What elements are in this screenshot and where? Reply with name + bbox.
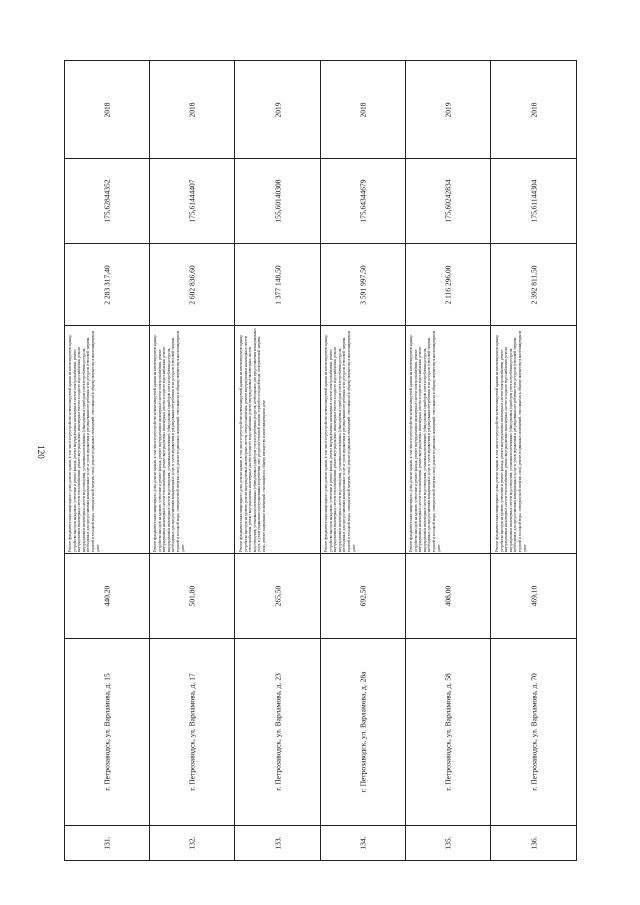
year-cell xyxy=(406,61,491,159)
row-number-value: 132. xyxy=(187,836,197,850)
cost-value: 1 377 148,50 xyxy=(273,264,282,305)
number-cell xyxy=(65,826,150,861)
year-value: 2019 xyxy=(443,102,453,117)
address-value: г. Петрозаводск, ул. Варламова, д. 28а xyxy=(358,671,368,793)
address-cell xyxy=(406,639,491,826)
number-cell xyxy=(406,826,491,861)
cost-cell xyxy=(65,244,150,326)
row-works xyxy=(65,326,577,554)
row-number-value: 136. xyxy=(529,836,538,850)
price-cell xyxy=(321,159,406,244)
price-value: 155,60140308 xyxy=(273,179,282,223)
works-cell xyxy=(65,326,150,554)
row-number-value: 135. xyxy=(443,836,453,850)
year-cell xyxy=(235,61,321,159)
address-cell xyxy=(65,639,150,826)
row-number-value: 134. xyxy=(358,836,368,850)
cost-cell xyxy=(150,244,235,326)
year-value: 2018 xyxy=(529,102,538,117)
price-cell xyxy=(406,159,491,244)
price-cell xyxy=(491,159,577,244)
address-value: г. Петрозаводск, ул. Варламова, д. 15 xyxy=(102,673,112,791)
cost-value: 2 283 317,40 xyxy=(102,264,112,305)
address-value: г. Петрозаводск, ул. Варламова, д. 17 xyxy=(187,673,197,791)
address-cell xyxy=(321,639,406,826)
area-value: 265,50 xyxy=(273,585,282,607)
number-cell xyxy=(150,826,235,861)
works-text: Ремонт фундамента многоквартирного дома, ремонт крыши, в том числе переустройство невентилируемой крыши на вентилируемую крышу, устройство выходов на кровлю, утепление и ремонт фасада, ремонт внутридомовых инженерных систем электроснабжения, ремонт внутридомовых инженерных систем теплоснабжения, ремонт внутридомовых инженерных систем холодного водоснабжения, ремонт внутридомовых инженерных систем водоотведения, установка коллективных (общедомовых) приборов учета потребления ресурсов, необходимых для предоставления коммунальных услуг, и узлов управления и регулирования потребления этих ресурсов (тепловой энергии, горячей и холодной воды, электрической энергии, газа), ремонт подвальных помещений, относящихся к общему имуществу в многоквартирном доме xyxy=(409,330,441,552)
cost-cell xyxy=(491,244,577,326)
area-cell xyxy=(491,554,577,639)
area-value: 692,50 xyxy=(358,585,368,607)
area-cell xyxy=(321,554,406,639)
price-cell xyxy=(150,159,235,244)
capital-repair-table xyxy=(64,60,577,861)
address-value: г. Петрозаводск, ул. Варламова, д. 58 xyxy=(443,673,453,791)
address-cell xyxy=(150,639,235,826)
price-value: 175,60242834 xyxy=(443,179,453,223)
area-value: 440,20 xyxy=(102,585,112,607)
works-text: Ремонт фундамента многоквартирного дома, ремонт крыши, в том числе переустройство невентилируемой крыши на вентилируемую крышу, устройство выходов на кровлю, утепление и ремонт фасада, ремонт внутридомовых инженерных систем электроснабжения, ремонт внутридомовых инженерных систем теплоснабжения, ремонт внутридомовых инженерных систем холодного водоснабжения, ремонт внутридомовых инженерных систем водоотведения, установка коллективных (общедомовых) приборов учета потребления ресурсов, необходимых для предоставления коммунальных услуг, и узлов управления и регулирования потребления этих ресурсов (тепловой энергии, горячей и холодной воды, электрической энергии, газа), ремонт подвальных помещений, относящихся к общему имуществу в многоквартирном доме xyxy=(68,330,100,552)
row-cost xyxy=(65,244,577,326)
address-cell xyxy=(235,639,321,826)
area-cell xyxy=(235,554,321,639)
number-cell xyxy=(491,826,577,861)
number-cell xyxy=(321,826,406,861)
address-cell xyxy=(491,639,577,826)
row-number-value: 133. xyxy=(273,836,282,850)
price-cell xyxy=(65,159,150,244)
works-cell xyxy=(491,326,577,554)
cost-value: 2 116 296,00 xyxy=(443,264,453,305)
works-cell xyxy=(235,326,321,554)
works-cell xyxy=(406,326,491,554)
area-value: 469,10 xyxy=(529,585,538,607)
year-cell xyxy=(150,61,235,159)
works-text: Ремонт фундамента многоквартирного дома, ремонт крыши, в том числе переустройство невентилируемой крыши на вентилируемую крышу, устройство выходов на кровлю, утепление и ремонт фасада, ремонт внутридомовых инженерных систем электроснабжения, ремонт внутридомовых инженерных систем теплоснабжения, ремонт внутридомовых инженерных систем холодного водоснабжения, ремонт внутридомовых инженерных систем водоотведения, установка коллективных (общедомовых) приборов учета потребления ресурсов, необходимых для предоставления коммунальных услуг, и узлов управления и регулирования потребления этих ресурсов (тепловой энергии, горячей и холодной воды, электрической энергии, газа), ремонт подвальных помещений, относящихся к общему имуществу в многоквартирном доме xyxy=(324,330,356,552)
price-cell xyxy=(235,159,321,244)
year-value: 2018 xyxy=(102,102,112,117)
works-cell xyxy=(150,326,235,554)
area-cell xyxy=(65,554,150,639)
area-value: 408,00 xyxy=(443,585,453,607)
row-year xyxy=(65,61,577,159)
address-value: г. Петрозаводск, ул. Варламова, д. 70 xyxy=(529,673,538,791)
year-cell xyxy=(321,61,406,159)
row-address xyxy=(65,639,577,826)
cost-value: 3 591 997,50 xyxy=(358,264,368,305)
works-cell xyxy=(321,326,406,554)
price-value: 175,62844352 xyxy=(102,179,112,223)
works-text: Ремонт фундамента многоквартирного дома, ремонт крыши, в том числе переустройство невентилируемой крыши на вентилируемую крышу, устройство выходов на кровлю, утепление и ремонт фасада, ремонт внутридомовых инженерных систем электроснабжения, ремонт внутридомовых инженерных систем теплоснабжения, ремонт внутридомовых инженерных систем холодного водоснабжения, ремонт внутридомовых инженерных систем водоотведения, установка коллективных (общедомовых) приборов учета потребления ресурсов, необходимых для предоставления коммунальных услуг, и узлов управления и регулирования потребления этих ресурсов (тепловой энергии, горячей и холодной воды, электрической энергии, газа), ремонт подвальных помещений, относящихся к общему имуществу в многоквартирном доме xyxy=(153,330,185,552)
row-number xyxy=(65,826,577,861)
area-cell xyxy=(406,554,491,639)
price-value: 175,64344679 xyxy=(358,179,368,223)
cost-value: 2 392 811,50 xyxy=(529,264,538,305)
works-text: Ремонт фундамента многоквартирного дома, ремонт крыши, в том числе переустройство невентилируемой крыши на вентилируемую крышу, устройство выходов на кровлю, ремонт внутридомовых инженерных систем электроснабжения, ремонт внутридомовых инженерных систем теплоснабжения, ремонт внутридомовых инженерных систем холодного водоснабжения, ремонт внутридомовых инженерных систем водоотведения, установка коллективных (общедомовых) приборов учета потребления ресурсов, необходимых для предоставления коммунальных услуг, и узлов управления и регулирования потребления этих ресурсов (тепловой энергии, горячей и холодной воды, электрической энергии, газа), ремонт подвальных помещений, относящихся к общему имуществу в многоквартирном доме xyxy=(238,327,266,552)
cost-cell xyxy=(235,244,321,326)
row-price xyxy=(65,159,577,244)
cost-cell xyxy=(321,244,406,326)
row-area xyxy=(65,554,577,639)
works-text: Ремонт фундамента многоквартирного дома, ремонт крыши, в том числе переустройство невентилируемой крыши на вентилируемую крышу, устройство выходов на кровлю, утепление и ремонт фасада, ремонт внутридомовых инженерных систем электроснабжения, ремонт внутридомовых инженерных систем теплоснабжения, ремонт внутридомовых инженерных систем холодного водоснабжения, ремонт внутридомовых инженерных систем водоотведения, установка коллективных (общедомовых) приборов учета потребления ресурсов, необходимых для предоставления коммунальных услуг, и узлов управления и регулирования потребления этих ресурсов (тепловой энергии, горячей и холодной воды, электрической энергии, газа), ремонт подвальных помещений, относящихся к общему имуществу в многоквартирном доме xyxy=(494,330,527,552)
page-number: 120 xyxy=(36,445,46,459)
row-number-value: 131. xyxy=(102,836,112,850)
area-value: 501,80 xyxy=(187,585,197,607)
year-cell xyxy=(65,61,150,159)
year-value: 2019 xyxy=(273,102,282,117)
number-cell xyxy=(235,826,321,861)
year-value: 2018 xyxy=(187,102,197,117)
price-value: 175,61144304 xyxy=(529,179,538,223)
cost-value: 2 602 836,60 xyxy=(187,264,197,305)
year-cell xyxy=(491,61,577,159)
cost-cell xyxy=(406,244,491,326)
area-cell xyxy=(150,554,235,639)
address-value: г. Петрозаводск, ул. Варламова, д. 23 xyxy=(273,673,282,791)
price-value: 175,61444407 xyxy=(187,179,197,223)
year-value: 2018 xyxy=(358,102,368,117)
